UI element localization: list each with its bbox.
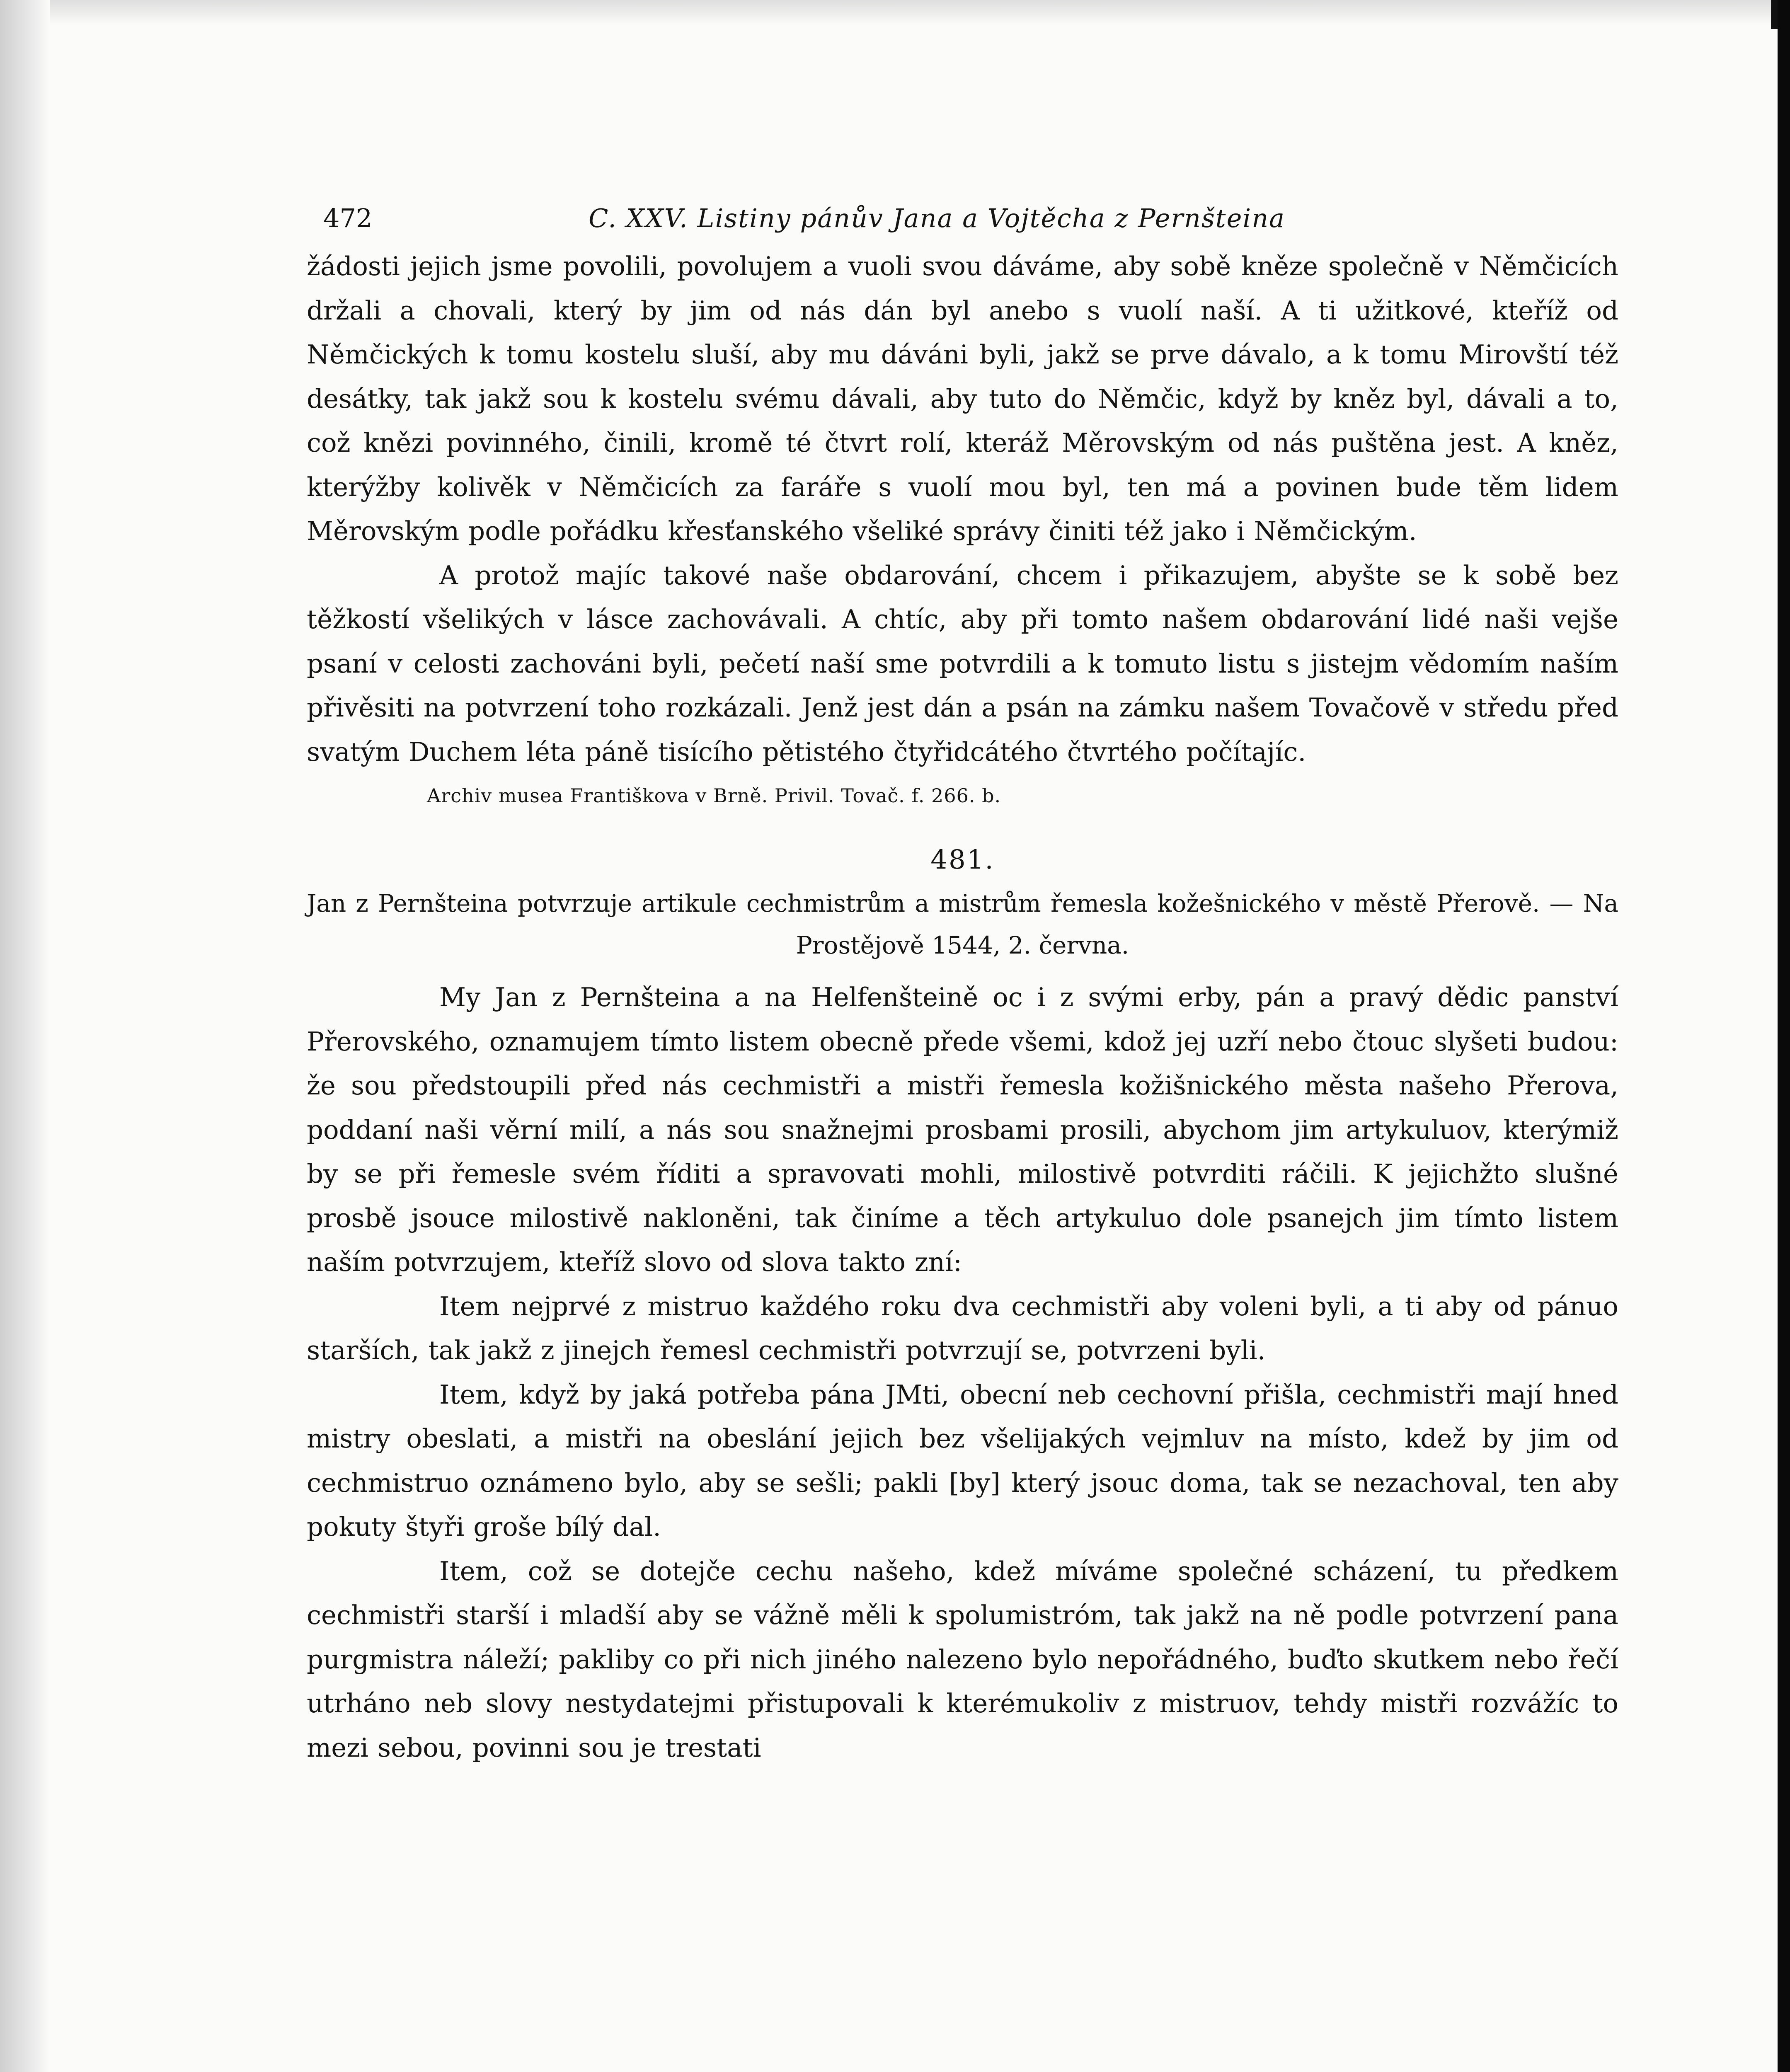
book-page bbox=[307, 195, 1618, 1770]
scan-edge-corner bbox=[1771, 0, 1778, 29]
page-body bbox=[307, 244, 1618, 1770]
page-number: 472 bbox=[323, 203, 373, 233]
running-head bbox=[307, 195, 1618, 244]
scan-edge-top bbox=[0, 0, 1790, 25]
paragraph: A protož majíc takové naše obdarování, chcem i přikazujem, abyšte se k sobě bez těžkostí všelikých v lásce zachovávali. A chtíc, aby při tomto našem obdarování lidé naši vejše psaní v celosti zachováni byli, pečetí naší sme potvrdili a k tomuto listu s jistejm vědomím naším přivěsiti na potvrzení toho rozkázali. Jenž jest dán a psán na zámku našem Tovačově v středu před svatým Duchem léta páně tisícího pětistého čtyřidcátého čtvrtého počítajíc. bbox=[307, 560, 1618, 767]
scan-edge-right bbox=[1778, 0, 1790, 2072]
paragraph: Item nejprvé z mistruo každého roku dva cechmistři aby voleni byli, a ti aby od pánuo starších, tak jakž z jinejch řemesl cechmistři potvrzují se, potvrzeni byli. bbox=[307, 1291, 1618, 1365]
paragraph: žádosti jejich jsme povolili, povolujem a vuoli svou dáváme, aby sobě kněze společně v Němčicích držali a chovali, který by jim od nás dán byl anebo s vuolí naší. A ti užitkové, kteříž od Němčických k tomu kostelu sluší, aby mu dáváni byli, jakž se prve dávalo, a k tomu Mirovští též desátky, tak jakž sou k kostelu svému dávali, aby tuto do Němčic, když by kněz byl, dávali a to, což knězi povinného, činili, kromě té čtvrt rolí, kteráž Měrovským od nás puštěna jest. A kněz, kterýžby kolivěk v Němčicích za faráře s vuolí mou byl, ten má a povinen bude těm lidem Měrovským podle pořádku křesťanského všeliké správy činiti též jako i Němčickým. bbox=[307, 251, 1618, 546]
scan-edge-left bbox=[0, 0, 50, 2072]
paragraph: My Jan z Pernšteina a na Helfenšteině oc i z svými erby, pán a pravý dědic panství Přerovského, oznamujem tímto listem obecně přede všemi, kdož jej uzří nebo čtouc slyšeti budou: že sou předstoupili před nás cechmistři a mistři řemesla kožišnického města našeho Přerova, poddaní naši věrní milí, a nás sou snažnejmi prosbami prosili, abychom jim artykuluov, kterýmiž by se při řemesle svém říditi a spravovati mohli, milostivě potvrditi ráčili. K jejichžto slušné prosbě jsouce milostivě nakloněni, tak činíme a těch artykuluo dole psanejch jim tímto listem naším potvrzujem, kteříž slovo od slova takto zní: bbox=[307, 982, 1618, 1277]
document-regest: Jan z Pernšteina potvrzuje artikule cechmistrům a mistrům řemesla kožešnického v městě Přerově. — Na Prostějově 1544, 2. června. bbox=[307, 889, 1618, 959]
source-note: Archiv musea Františkova v Brně. Privil. Tovač. f. 266. b. bbox=[427, 784, 1001, 807]
paragraph: Item, což se dotejče cechu našeho, kdež míváme společné scházení, tu předkem cechmistři starší i mladší aby se vážně měli k spolumistróm, tak jakž na ně podle potvrzení pana purgmistra náleží; pakliby co při nich jiného nalezeno bylo nepořádného, buďto skutkem nebo řečí utrháno neb slovy nestydatejmi přistupovali k kterémukoliv z mistruov, tehdy mistři rozvážíc to mezi sebou, povinni sou je trestati bbox=[307, 1556, 1618, 1763]
running-title: C. XXV. Listiny pánův Jana a Vojtěcha z Pernšteina bbox=[589, 203, 1286, 233]
document-number: 481. bbox=[930, 845, 995, 875]
paragraph: Item, když by jaká potřeba pána JMti, obecní neb cechovní přišla, cechmistři mají hned mistry obeslati, a mistři na obeslání jejich bez všelijakých vejmluv na místo, kdež by jim od cechmistruo oznámeno bylo, aby se sešli; pakli [by] který jsouc doma, tak se nezachoval, ten aby pokuty štyři groše bílý dal. bbox=[307, 1379, 1618, 1542]
